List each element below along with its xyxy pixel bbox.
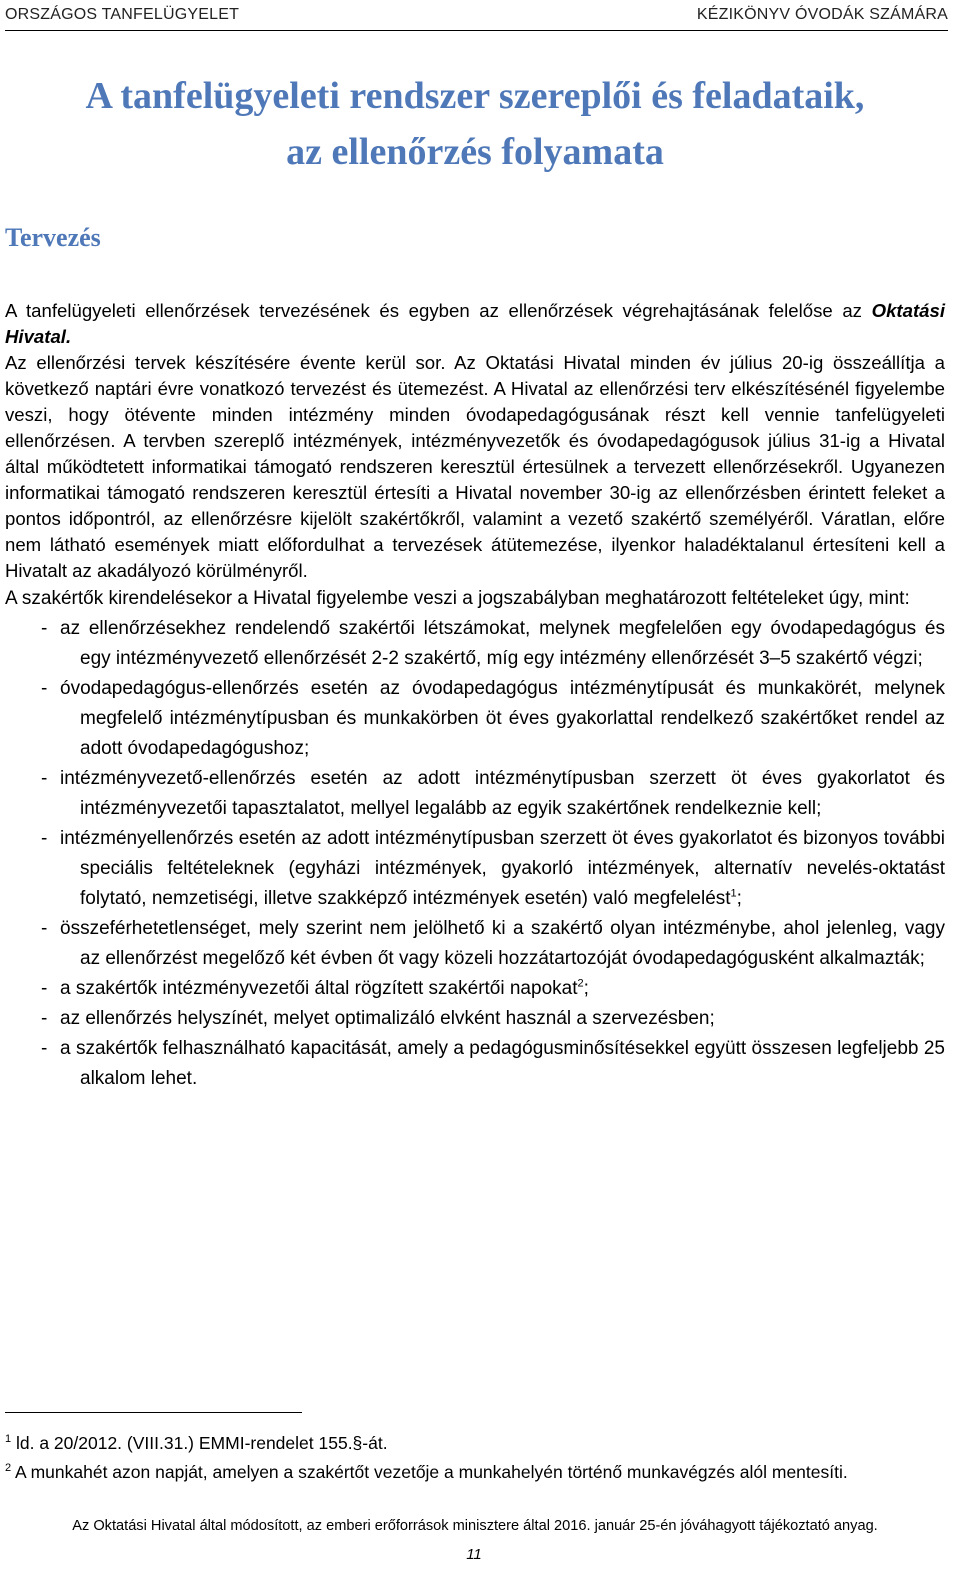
list-dash: - xyxy=(41,1038,48,1059)
main-paragraph: Az ellenőrzési tervek készítésére évente kerül sor. Az Oktatási Hivatal minden év július 20-ig összeállítja a következő naptári évre vonatkozó tervezést és ütemezést. A Hivatal az ellenőrzési terv elkészítésénél figyelembe veszi, hogy ötévente minden intézmény minden óvodapedagógusának részt kell vennie tanfelügyeleti ellenőrzésen. A tervben szereplő intézmények, intézményvezetők és óvodapedagógusok július 31-ig a Hivatal által működtetett informatikai támogató rendszeren keresztül értesülnek a tervezett ellenőrzésekről. Ugyanezen informatikai támogató rendszeren keresztül értesíti a Hivatal november 30-ig az ellenőrzésben érintett feleket a pontos időpontról, az ellenőrzésre kijelölt szakértőkről, valamint a vezető szakértő személyéről. Váratlan, előre nem látható események miatt előfordulhat a tervezések átütemezése, ilyenkor haladéktalanul értesíteni kell a Hivatalt az akadályozó körülményről. xyxy=(5,352,945,581)
list-item xyxy=(5,1004,945,1034)
list-item-text: a szakértők felhasználható kapacitását, amely a pedagógusminősítésekkel együtt összesen legfeljebb 25 alkalom lehet. xyxy=(60,1038,945,1089)
list-dash: - xyxy=(41,678,48,699)
list-item-text: összeférhetetlenséget, mely szerint nem jelölhető ki a szakértő olyan intézménybe, ahol jelenleg, vagy az ellenőrzést megelőző két évben őt vagy közeli hozzátartozóját óvodapedagógusként alkalmazták; xyxy=(60,918,945,969)
list-dash: - xyxy=(41,768,48,789)
list-item xyxy=(5,974,945,1004)
footer-note: Az Oktatási Hivatal által módosított, az emberi erőforrások minisztere által 2016. január 25-én jóváhagyott tájékoztató anyag. xyxy=(72,1518,878,1534)
list-item-text: intézményellenőrzés esetén az adott intézménytípusban szerzett öt éves gyakorlatot és bizonyos további speciális feltételeknek (egyházi intézmények, gyakorló intézmények, alternatív nevelés-oktatást folytató, nemzetiségi, illetve szakképző intézmények esetén) való megfelelést xyxy=(60,828,945,909)
footnote-number: 1 xyxy=(5,1433,12,1446)
footnote xyxy=(5,1432,943,1455)
list-item-text: az ellenőrzés helyszínét, melyet optimalizáló elvként használ a szervezésben; xyxy=(60,1008,715,1029)
list-item-text: az ellenőrzésekhez rendelendő szakértői létszámokat, melynek megfelelően egy óvodapedagógus és egy intézményvezető ellenőrzését 2-2 szakértő, míg egy intézmény ellenőrzését 3–5 szakértő végzi; xyxy=(60,618,945,669)
list-dash: - xyxy=(41,618,48,639)
footnote-text: A munkahét azon napját, amelyen a szakértőt vezetője a munkahelyén történő munkavégzés alól mentesíti. xyxy=(11,1462,848,1482)
intro-bold-text: Oktatási Hivatal. xyxy=(5,300,945,347)
title-line-2: az ellenőrzés folyamata xyxy=(286,131,664,173)
list-item xyxy=(5,1034,945,1094)
footnote-separator xyxy=(5,1412,302,1413)
footnote-text: ld. a 20/2012. (VIII.31.) EMMI-rendelet 155.§-át. xyxy=(11,1433,388,1453)
footnotes xyxy=(5,1432,943,1490)
list-item-text: a szakértők intézményvezetői által rögzített szakértői napokat xyxy=(60,978,578,999)
header-right: KÉZIKÖNYV ÓVODÁK SZÁMÁRA xyxy=(696,6,948,23)
list-dash: - xyxy=(41,978,48,999)
list-item-text: intézményvezető-ellenőrzés esetén az adott intézménytípusban szerzett öt éves gyakorlatot és intézményvezetői tapasztalatot, mellyel legalább az egyik szakértőnek rendelkeznie kell; xyxy=(60,768,945,819)
list-item-text: óvodapedagógus-ellenőrzés esetén az óvodapedagógus intézménytípusát és munkakörét, melynek megfelelő intézménytípusban és munkakörben öt éves gyakorlattal rendelkező szakértőket rendel az adott óvodapedagógushoz; xyxy=(60,678,945,759)
page-title xyxy=(5,68,945,180)
header-left: ORSZÁGOS TANFELÜGYELET xyxy=(5,6,240,23)
footnote-ref[interactable]: 2 xyxy=(577,977,584,990)
list-item xyxy=(5,824,945,914)
list-item-end: ; xyxy=(736,888,742,909)
list-item xyxy=(5,914,945,974)
body-text xyxy=(5,298,945,1094)
list-dash: - xyxy=(41,828,48,849)
intro-text: A tanfelügyeleti ellenőrzések tervezésének és egyben az ellenőrzések végrehajtásának felelőse az xyxy=(5,300,872,321)
list-dash: - xyxy=(41,1008,48,1029)
list-intro: A szakértők kirendelésekor a Hivatal figyelembe veszi a jogszabályban meghatározott feltételeket úgy, mint: xyxy=(5,588,910,609)
footnote-number: 2 xyxy=(5,1462,12,1475)
footnote-ref[interactable]: 1 xyxy=(730,887,737,900)
list-item-end: ; xyxy=(583,978,589,999)
footnote xyxy=(5,1461,943,1484)
list-item xyxy=(5,614,945,674)
list-item xyxy=(5,764,945,824)
requirements-list xyxy=(5,614,945,1094)
intro-paragraph xyxy=(5,298,945,350)
page-number: 11 xyxy=(466,1546,482,1563)
list-item xyxy=(5,674,945,764)
list-dash: - xyxy=(41,918,48,939)
running-header xyxy=(5,4,948,31)
title-line-1: A tanfelügyeleti rendszer szereplői és feladataik, xyxy=(85,75,865,117)
section-heading: Tervezés xyxy=(5,223,101,252)
